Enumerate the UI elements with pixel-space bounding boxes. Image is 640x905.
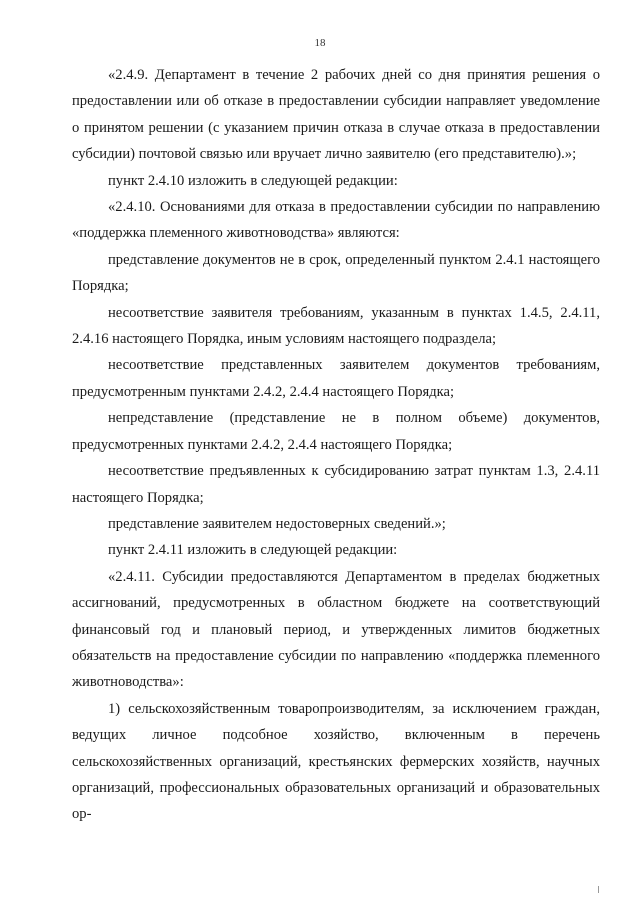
refusal-ground-documents: несоответствие представленных заявителем документов требованиям, предусмотренным пунктами 2.4.2, 2.4.4 настоящего Порядка;	[72, 357, 600, 400]
page-number: 18	[314, 37, 326, 49]
recipient-item-1: 1) сельскохозяйственным товаропроизводителям, за исключением граждан, ведущих личное подсобное хозяйство, включенным в перечень сельскохозяйственных организаций, крестьянских фермерских хозяйств, научных организаций, профессиональных образовательных организаций и образовательных ор-	[72, 700, 600, 823]
refusal-ground-deadline: представление документов не в срок, определенный пунктом 2.4.1 настоящего Порядка;	[72, 251, 600, 295]
paragraph-amend-2-4-11: пункт 2.4.11 изложить в следующей редакции:	[108, 542, 398, 559]
refusal-ground-false-info: представление заявителем недостоверных сведений.»;	[108, 515, 446, 532]
paragraph-2-4-10: «2.4.10. Основаниями для отказа в предоставлении субсидии по направлению «поддержка племенного животноводства» являются:	[72, 199, 600, 242]
paragraph-2-4-9: «2.4.9. Департамент в течение 2 рабочих дней со дня принятия решения о предоставлении или об отказе в предоставлении субсидии направляет уведомление о принятом решении (с указанием причин отказа в случае отказа в предоставлении субсидии) почтовой связью или вручает лично заявителю (его представителю).»;	[72, 67, 600, 163]
paragraph-amend-2-4-10: пункт 2.4.10 изложить в следующей редакции:	[108, 172, 398, 189]
refusal-ground-costs: несоответствие предъявленных к субсидированию затрат пунктам 1.3, 2.4.11 настоящего Порядка;	[72, 463, 600, 506]
scan-mark	[598, 886, 599, 893]
refusal-ground-incomplete: непредставление (представление не в полном объеме) документов, предусмотренных пунктами 2.4.2, 2.4.4 настоящего Порядка;	[72, 410, 600, 453]
paragraph-2-4-11: «2.4.11. Субсидии предоставляются Департаментом в пределах бюджетных ассигнований, предусмотренных в областном бюджете на соответствующий финансовый год и плановый период, и утвержденных лимитов бюджетных обязательств на предоставление субсидии по направлению «поддержка племенного животноводства»:	[72, 568, 600, 691]
document-body	[72, 62, 600, 828]
refusal-ground-applicant: несоответствие заявителя требованиям, указанным в пунктах 1.4.5, 2.4.11, 2.4.16 настоящего Порядка, иным условиям настоящего подраздела;	[72, 304, 600, 348]
